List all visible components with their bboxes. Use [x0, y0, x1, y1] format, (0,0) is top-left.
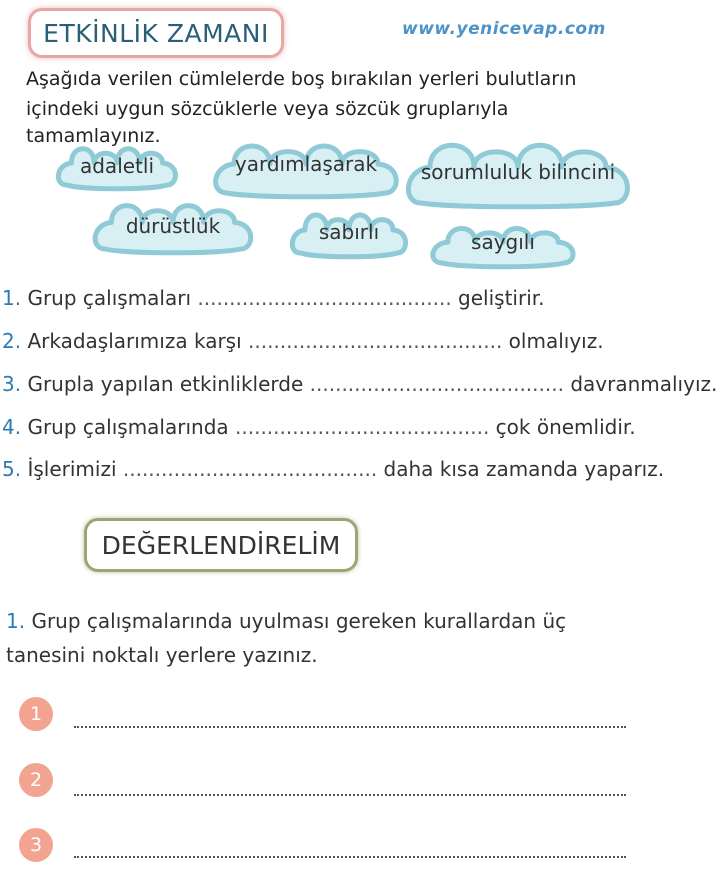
task-line-1	[6, 604, 616, 638]
question-number: 1.	[2, 286, 22, 310]
cloud-word: dürüstlük	[125, 214, 221, 238]
activity-title-box	[28, 8, 284, 58]
cloud-durustluk	[92, 198, 254, 256]
cloud-sorumluluk	[404, 136, 632, 210]
instruction-line-1: Aşağıda verilen cümlelerde boş bırakılan yerleri bulutların	[26, 68, 577, 90]
cloud-word: saygılı	[471, 230, 535, 254]
question-number: 4.	[2, 415, 22, 439]
blank-dots[interactable]: ........................................	[122, 457, 378, 481]
site-watermark: www.yenicevap.com	[402, 19, 606, 39]
question-4	[2, 415, 636, 439]
answer-number-2: 2	[19, 763, 53, 797]
question-text-before: İşlerimizi	[27, 457, 117, 481]
cloud-word: sabırlı	[318, 220, 380, 244]
question-number: 5.	[2, 457, 22, 481]
answer-line-2[interactable]	[74, 794, 626, 796]
question-text-after: olmalıyız.	[508, 329, 604, 353]
cloud-word: yardımlaşarak	[234, 152, 378, 176]
question-2	[2, 329, 604, 353]
question-3	[2, 372, 717, 396]
question-5	[2, 457, 664, 481]
question-text-after: çok önemlidir.	[495, 415, 636, 439]
question-number: 3.	[2, 372, 22, 396]
evaluation-title-box	[84, 518, 358, 572]
cloud-word: sorumluluk bilincini	[420, 160, 616, 184]
question-text-after: davranmalıyız.	[570, 372, 717, 396]
cloud-sabirli	[290, 208, 408, 260]
cloud-yardimlasarak	[212, 138, 400, 200]
question-text-before: Arkadaşlarımıza karşı	[27, 329, 242, 353]
cloud-word: adaletli	[79, 154, 155, 178]
cloud-adaletli	[56, 142, 178, 192]
question-text-before: Grupla yapılan etkinliklerde	[27, 372, 304, 396]
answer-number-1: 1	[19, 697, 53, 731]
blank-dots[interactable]: ........................................	[248, 329, 503, 353]
task-text-1: Grup çalışmalarında uyulması gereken kurallardan üç	[31, 609, 567, 633]
evaluation-title: DEĞERLENDİRELİM	[101, 530, 341, 560]
question-text-after: geliştirir.	[458, 286, 545, 310]
question-text-after: daha kısa zamanda yaparız.	[383, 457, 665, 481]
task-text-2: tanesini noktalı yerlere yazınız.	[6, 643, 318, 667]
blank-dots[interactable]: ........................................	[309, 372, 564, 396]
answer-number-3: 3	[19, 828, 53, 862]
evaluation-task	[6, 604, 616, 672]
blank-dots[interactable]: ........................................	[235, 415, 490, 439]
blank-dots[interactable]: ........................................	[197, 286, 452, 310]
question-text-before: Grup çalışmalarında	[27, 415, 229, 439]
cloud-saygili	[430, 222, 576, 270]
instruction-line-2: içindeki uygun sözcüklerle veya sözcük gruplarıyla tamamlayınız.	[26, 98, 509, 147]
question-1	[2, 286, 545, 310]
activity-title: ETKİNLİK ZAMANI	[43, 18, 269, 48]
question-number: 2.	[2, 329, 22, 353]
task-number: 1.	[6, 609, 26, 633]
question-text-before: Grup çalışmaları	[27, 286, 192, 310]
answer-line-3[interactable]	[74, 856, 626, 858]
answer-line-1[interactable]	[74, 726, 626, 728]
